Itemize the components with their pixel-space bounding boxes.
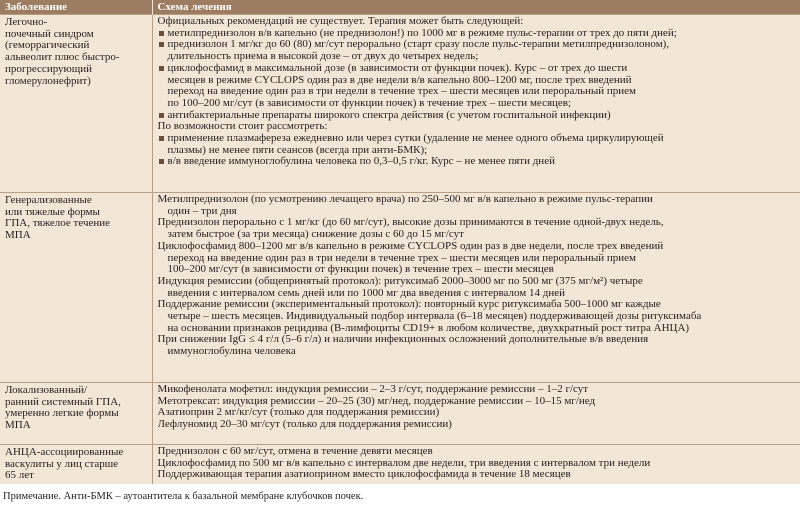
treatment-bullet-continuation: по 100–200 мг/сут (в зависимости от функции почек) в течение трех – шести месяцев;	[167, 97, 572, 109]
table-header-row	[0, 0, 800, 15]
table-row	[0, 383, 800, 445]
treatment-text-line: Метотрексат: индукция ремиссии – 20–25 (30) мг/нед, поддержание ремиссии – 10–15 мг/нед	[157, 395, 596, 407]
treatment-text-line: Циклофосфамид по 500 мг в/в капельно с интервалом две недели, три введения с интервалом три недели	[157, 457, 651, 469]
disease-line: умеренно легкие формы	[5, 408, 119, 420]
table-row	[0, 15, 800, 193]
treatment-text-line: Циклофосфамид 800–1200 мг в/в капельно в режиме CYCLOPS один раз в две недели, после трех введений	[157, 240, 664, 252]
treatment-text-line: При снижении IgG ≤ 4 г/л (5–6 г/л) и наличии инфекционных осложнений дополнительные в/в введения	[157, 334, 649, 346]
treatment-bullet-item: антибактериальные препараты широкого спектра действия (с учетом госпитальной инфекции)	[158, 110, 797, 122]
table-row	[0, 445, 800, 485]
treatment-text-line: По возможности стоит рассмотреть:	[157, 121, 328, 133]
treatment-cell	[152, 15, 800, 193]
disease-cell	[0, 193, 152, 383]
disease-line: МПА	[5, 420, 31, 432]
treatment-bullet-continuation: длительность приема в высокой дозе – от двух до четырех недель;	[167, 51, 479, 63]
disease-line: гломерулонефрит)	[5, 75, 91, 87]
treatment-text-continuation: один – три дня	[167, 205, 237, 217]
disease-line: ГПА, тяжелое течение	[5, 218, 111, 230]
disease-cell	[0, 383, 152, 445]
treatment-text-line: Преднизолон с 60 мг/сут, отмена в течение девяти месяцев	[157, 446, 433, 457]
disease-line: альвеолит плюс быстро-	[5, 52, 120, 64]
treatment-cell	[152, 383, 800, 445]
disease-line: (геморрагический	[5, 40, 90, 52]
header-treatment: Схема лечения	[152, 0, 800, 15]
treatment-text-continuation: иммуноглобулина человека	[167, 346, 296, 358]
disease-line: ранний системный ГПА,	[5, 396, 121, 408]
footnote: Примечание. Анти-БМК – аутоантитела к базальной мембране клубочков почек.	[3, 491, 364, 502]
disease-line: Локализованный/	[5, 385, 88, 396]
header-disease: Заболевание	[0, 0, 152, 15]
treatment-text-continuation: 100–200 мг/сут (в зависимости от функции почек) в течение трех – шести месяцев	[167, 264, 554, 276]
treatment-text-continuation: на основании признаков рецидива (В-лимфоциты CD19+ в любом количестве, двухкратный рост титра АНЦА)	[167, 322, 690, 334]
treatment-bullet-continuation: месяцев в режиме CYCLOPS один раз в две недели в/в капельно 800–1200 мг, после трех введений	[167, 74, 632, 86]
disease-line: АНЦА-ассоциированные	[5, 447, 124, 458]
disease-cell	[0, 15, 152, 193]
treatment-cell	[152, 445, 800, 485]
treatment-bullet-item: циклофосфамид в максимальной дозе (в зависимости от функции почек). Курс – от трех до шести	[158, 63, 797, 75]
treatment-text-continuation: затем быстрое (за три месяца) снижение дозы с 60 до 15 мг/сут	[167, 229, 464, 241]
treatment-text-line: Поддержание ремиссии (экспериментальный протокол): повторный курс ритуксимаба 500–1000 мг каждые	[157, 299, 661, 311]
treatment-text-line: Официальных рекомендаций не существует. Терапия может быть следующей:	[157, 16, 524, 27]
disease-cell	[0, 445, 152, 485]
treatment-bullet-item: в/в введение иммуноглобулина человека по 0,3–0,5 г/кг. Курс – не менее пяти дней	[158, 156, 797, 168]
treatment-text-line: Преднизолон перорально с 1 мг/кг (до 60 мг/сут), высокие дозы принимаются в течение одной-двух недель,	[157, 217, 664, 229]
disease-line: Легочно-	[5, 17, 48, 28]
treatment-bullet-continuation: переход на введение один раз в три недели в течение трех – шести месяцев или пероральный прием	[167, 86, 636, 98]
table-row	[0, 193, 800, 383]
treatment-bullet-continuation: плазмы) не менее пяти сеансов (всегда при анти-БМК);	[167, 144, 428, 156]
treatment-text-line: Азатиоприн 2 мг/кг/сут (только для поддержания ремиссии)	[157, 407, 440, 419]
disease-line: почечный синдром	[5, 28, 94, 40]
disease-line: МПА	[5, 230, 31, 242]
treatment-bullet-item: применение плазмафереза ежедневно или через сутки (удаление не менее одного объема циркулирующей	[158, 133, 797, 145]
disease-line: 65 лет	[5, 470, 34, 482]
treatment-cell	[152, 193, 800, 383]
treatment-bullet-item: метилпреднизолон в/в капельно (не преднизолон!) по 1000 мг в режиме пульс-терапии от трех до пяти дней;	[158, 28, 797, 40]
treatment-text-line: Метилпреднизолон (по усмотрению лечащего врача) по 250–500 мг в/в капельно в режиме пульс-терапии	[157, 194, 653, 205]
treatment-text-line: Микофенолата мофетил: индукция ремиссии – 2–3 г/сут, поддержание ремиссии – 1–2 г/сут	[157, 384, 589, 395]
treatment-text-line: Индукция ремиссии (общепринятый протокол): ритуксимаб 2000–3000 мг по 500 мг (375 мг/м²) четыре	[157, 275, 643, 287]
treatment-text-continuation: переход на введение один раз в три недели в течение трех – шести месяцев или пероральный прием	[167, 252, 636, 264]
disease-line: прогрессирующий	[5, 63, 93, 75]
disease-line: Генерализованные	[5, 195, 92, 206]
treatment-text-continuation: четыре – шесть месяцев. Индивидуальный подбор интервала (6–18 месяцев) поддерживающей дозы ритуксимаба	[167, 311, 702, 323]
treatment-text-continuation: введения с интервалом семь дней или по 1000 мг два введения с интервалом 14 дней	[167, 287, 566, 299]
table-body	[0, 15, 800, 485]
disease-line: или тяжелые формы	[5, 206, 100, 218]
treatment-text-line: Лефлуномид 20–30 мг/сут (только для поддержания ремиссии)	[157, 419, 452, 431]
treatment-text-line: Поддерживающая терапия азатиоприном вместо циклофосфамида в течение 18 месяцев	[157, 469, 571, 481]
treatment-bullet-item: преднизолон 1 мг/кг до 60 (80) мг/сут перорально (старт сразу после пульс-терапии метилпреднизолоном),	[158, 39, 797, 51]
disease-line: васкулиты у лиц старше	[5, 458, 119, 470]
